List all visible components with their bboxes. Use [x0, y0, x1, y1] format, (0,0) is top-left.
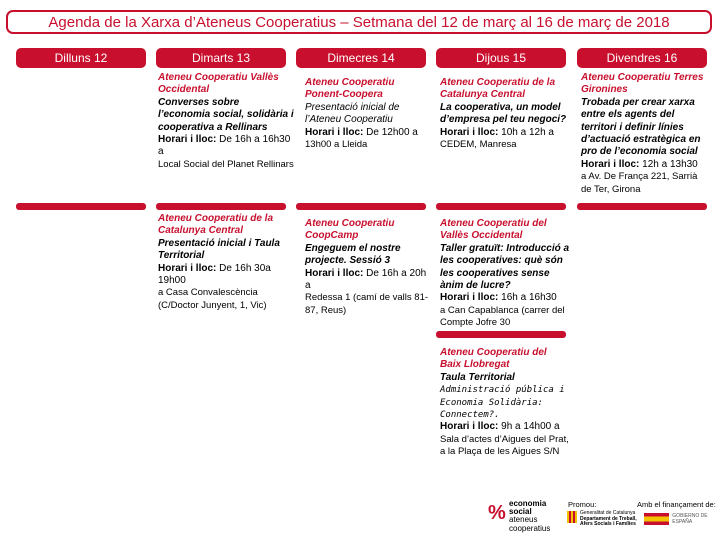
event-hours: De 16h a 16h30 a [158, 134, 291, 158]
event-schedule [581, 159, 698, 170]
event-organizer: Ateneu Cooperatiu CoopCamp [305, 218, 395, 242]
event-place: a Can Capablanca (carrer del Compte Jofre 30 [440, 304, 565, 329]
hours-label: Horari i lloc: [305, 126, 364, 138]
economia-social-logo-mark: % [488, 502, 506, 524]
event-schedule [305, 127, 418, 138]
logo-line: economia [509, 499, 547, 508]
row-separator [156, 203, 286, 210]
event-hours: De 12h00 a [363, 126, 418, 138]
day-header-friday: Divendres 16 [577, 48, 707, 68]
senyera-icon [567, 511, 577, 523]
promou-label: Promou: [568, 500, 597, 509]
event-hours: 16h a 16h30 [498, 292, 557, 304]
hours-label: Horari i lloc: [581, 158, 640, 170]
event-organizer: Ateneu Cooperatiu Terres Gironines [581, 72, 704, 96]
event-organizer: Ateneu Cooperatiu de la Catalunya Central [158, 213, 274, 237]
logo-line: social [509, 507, 532, 517]
hours-label: Horari i lloc: [305, 267, 364, 279]
gobierno-logo [644, 513, 720, 525]
event-place: a Casa Convalescència (C/Doctor Junyent, 1, Vic) [158, 287, 267, 311]
logo-line: Departament de Treball, [580, 515, 637, 522]
event-place: 13h00 a Lleida [305, 139, 368, 151]
event-activity: Trobada per crear xarxa entre els agents del territori i definir línies d’actuació estratègica en pro de l’economia social [581, 96, 701, 158]
event-tuesday-1 [158, 72, 294, 171]
row-separator [436, 331, 566, 338]
event-organizer: Ateneu Cooperatiu Vallès Occidental [158, 72, 279, 96]
hours-label: Horari i lloc: [440, 421, 499, 433]
event-organizer: Ateneu Cooperatiu de la Catalunya Central [440, 77, 556, 101]
hours-label: Horari i lloc: [440, 292, 499, 304]
hours-label: Horari i lloc: [158, 134, 217, 146]
event-activity: Engeguem el nostre projecte. Sessió 3 [305, 242, 401, 267]
event-wednesday-2 [305, 218, 431, 317]
financament-label: Amb el finançament de: [637, 500, 716, 509]
event-activity: Converses sobre l’economia social, solidària i cooperativa a Rellinars [158, 96, 294, 133]
event-thursday-1 [440, 77, 570, 151]
event-activity: Taller gratuït: Introducció a les cooperatives: què són les cooperatives sense ànim de lucre? [440, 242, 570, 292]
logo-line: GOBIERNO DE ESPAÑA [672, 513, 708, 525]
day-header-monday: Dilluns 12 [16, 48, 146, 68]
event-schedule [158, 263, 271, 286]
event-activity: Presentació inicial i Taula Territorial [158, 237, 280, 262]
logo-line: Generalitat de Catalunya [580, 510, 636, 516]
event-place: a Av. De França 221, Sarrià de Ter, Girona [581, 171, 698, 195]
event-hours: 10h a 12h a [498, 126, 554, 138]
row-separator [436, 203, 566, 210]
row-separator [16, 203, 146, 210]
event-hours: De 16h a 20h a [305, 267, 427, 292]
event-schedule [440, 127, 554, 138]
event-friday-1 [581, 72, 707, 196]
event-schedule [440, 421, 560, 432]
event-hours: 12h a 13h30 [639, 158, 698, 170]
event-wednesday-1 [305, 77, 431, 151]
event-schedule [158, 134, 290, 157]
event-thursday-3 [440, 347, 570, 459]
event-thursday-2 [440, 218, 570, 330]
spain-flag-icon [644, 513, 669, 525]
event-schedule [305, 268, 426, 291]
row-separator [577, 203, 707, 210]
day-header-tuesday: Dimarts 13 [156, 48, 286, 68]
event-hours: 9h a 14h00 a [498, 421, 560, 433]
day-header-wednesday: Dimecres 14 [296, 48, 426, 68]
event-activity: La cooperativa, un model d’empresa pel teu negoci? [440, 101, 567, 126]
agenda-title: Agenda de la Xarxa d’Ateneus Cooperatius – Setmana del 12 de març al 16 de març de 2018 [6, 10, 712, 34]
event-hours: De 16h 30a 19h00 [158, 262, 271, 287]
event-place: Redessa 1 (camí de valls 81-87, Reus) [305, 292, 429, 316]
event-organizer: Ateneu Cooperatiu del Vallès Occidental [440, 218, 547, 242]
event-schedule [440, 292, 557, 303]
event-tuesday-2 [158, 213, 294, 312]
logo-line: cooperatius [509, 523, 551, 533]
hours-label: Horari i lloc: [440, 126, 499, 138]
event-place: CEDEM, Manresa [440, 139, 517, 151]
economia-social-logo-text [509, 500, 550, 533]
row-separator [296, 203, 426, 210]
day-header-thursday: Dijous 15 [436, 48, 566, 68]
hours-label: Horari i lloc: [158, 262, 217, 274]
event-organizer: Ateneu Cooperatiu del Baix Llobregat [440, 347, 547, 371]
generalitat-logo [567, 511, 637, 528]
logo-line: Afers Socials i Famílies [580, 521, 636, 528]
event-activity: Presentació inicial de l’Ateneu Cooperatiu [305, 101, 400, 126]
event-activity-detail: Administració pública i Economia Solidària: Connectem?. [440, 385, 565, 421]
event-activity: Taula Territorial [440, 371, 515, 383]
event-place: Local Social del Planet Rellinars [158, 158, 294, 170]
event-place: Sala d’actes d’Aigues del Prat, a la Plaça de les Aigues S/N [440, 433, 569, 458]
event-organizer: Ateneu Cooperatiu Ponent-Coopera [305, 77, 395, 101]
logo-line: ateneus [509, 515, 538, 525]
